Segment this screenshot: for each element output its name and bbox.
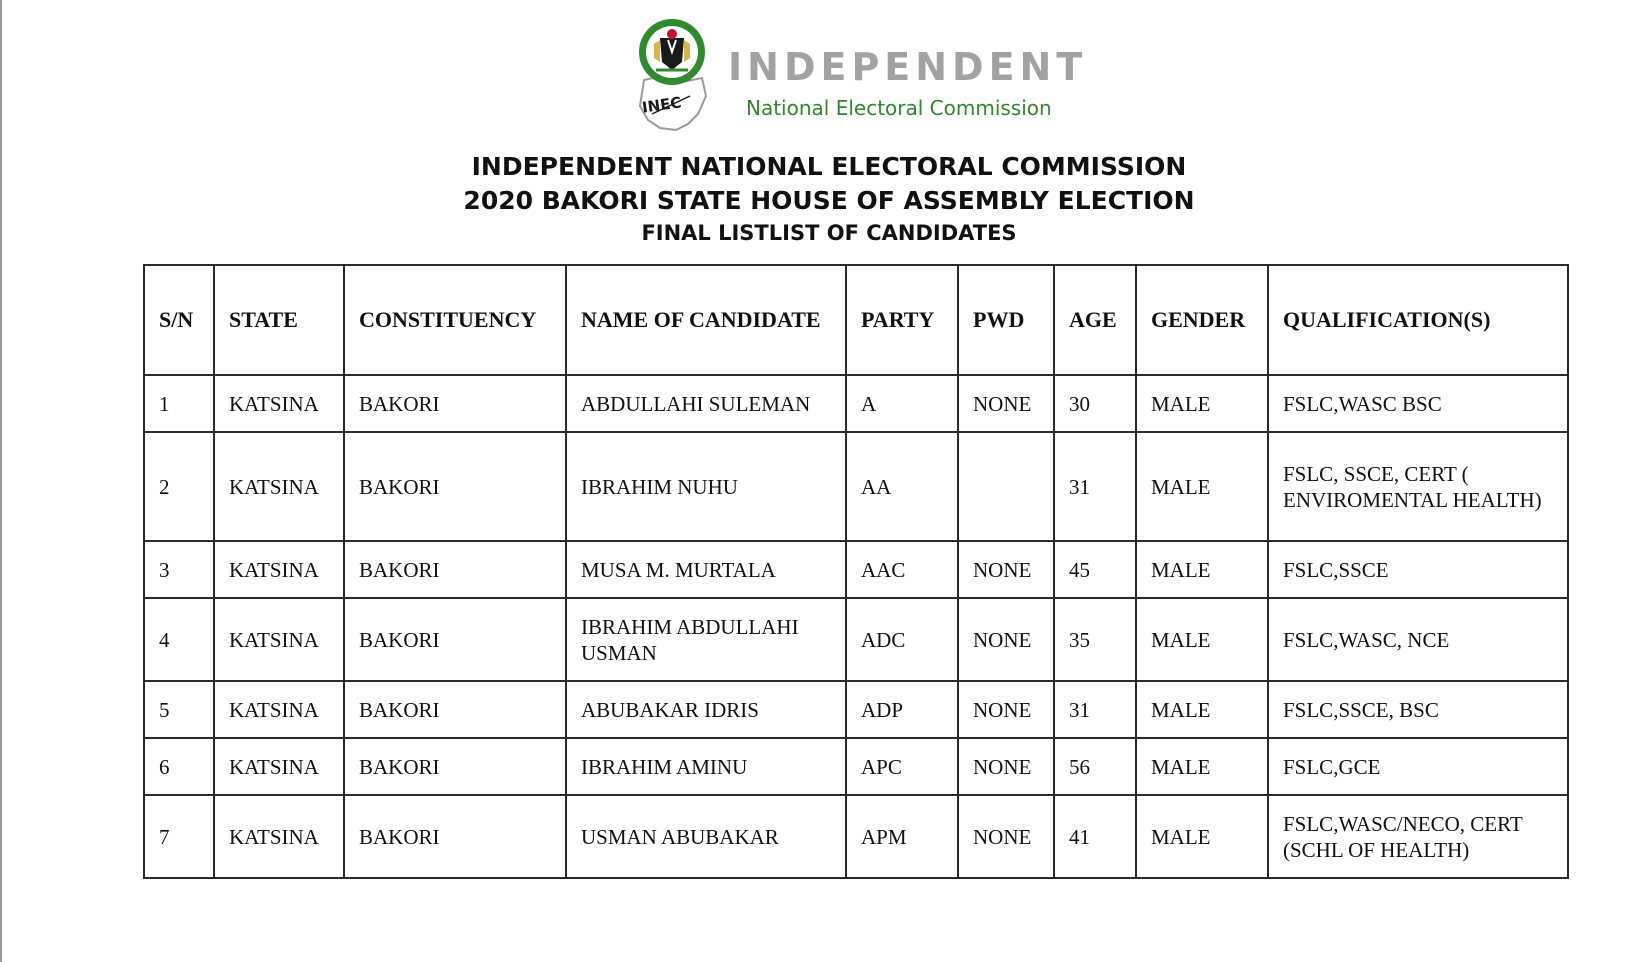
cell-sn: 6: [144, 738, 214, 795]
cell-age: 45: [1054, 541, 1136, 598]
col-header-constituency: CONSTITUENCY: [344, 265, 566, 375]
document-titles: [0, 150, 1634, 248]
col-header-gender: GENDER: [1136, 265, 1268, 375]
cell-constituency: BAKORI: [344, 541, 566, 598]
cell-constituency: BAKORI: [344, 795, 566, 878]
cell-state: KATSINA: [214, 432, 344, 541]
col-header-sn: S/N: [144, 265, 214, 375]
wordmark-sub: National Electoral Commission: [746, 96, 1052, 120]
cell-qualification: FSLC,WASC/NECO, CERT (SCHL OF HEALTH): [1268, 795, 1568, 878]
col-header-state: STATE: [214, 265, 344, 375]
cell-qualification: FSLC,WASC BSC: [1268, 375, 1568, 432]
inec-logo: [632, 18, 712, 136]
cell-gender: MALE: [1136, 541, 1268, 598]
cell-constituency: BAKORI: [344, 681, 566, 738]
cell-qualification: FSLC,SSCE: [1268, 541, 1568, 598]
cell-constituency: BAKORI: [344, 598, 566, 681]
cell-state: KATSINA: [214, 738, 344, 795]
cell-party: AA: [846, 432, 958, 541]
inec-wordmark: [728, 45, 1088, 120]
table-row: [144, 432, 1568, 541]
cell-qualification: FSLC, SSCE, CERT ( ENVIROMENTAL HEALTH): [1268, 432, 1568, 541]
cell-pwd: NONE: [958, 541, 1054, 598]
cell-age: 30: [1054, 375, 1136, 432]
cell-age: 31: [1054, 432, 1136, 541]
col-header-qualification: QUALIFICATION(S): [1268, 265, 1568, 375]
cell-gender: MALE: [1136, 375, 1268, 432]
cell-state: KATSINA: [214, 541, 344, 598]
document-header: [0, 18, 1634, 136]
cell-pwd: NONE: [958, 738, 1054, 795]
page-left-border: [0, 0, 2, 962]
cell-age: 31: [1054, 681, 1136, 738]
cell-party: APM: [846, 795, 958, 878]
cell-party: ADC: [846, 598, 958, 681]
cell-sn: 2: [144, 432, 214, 541]
cell-age: 41: [1054, 795, 1136, 878]
col-header-name: NAME OF CANDIDATE: [566, 265, 846, 375]
cell-state: KATSINA: [214, 598, 344, 681]
cell-qualification: FSLC,GCE: [1268, 738, 1568, 795]
table-row: [144, 738, 1568, 795]
col-header-party: PARTY: [846, 265, 958, 375]
cell-pwd: [958, 432, 1054, 541]
cell-sn: 1: [144, 375, 214, 432]
cell-gender: MALE: [1136, 598, 1268, 681]
cell-name: ABUBAKAR IDRIS: [566, 681, 846, 738]
table-row: [144, 681, 1568, 738]
title-commission: INDEPENDENT NATIONAL ELECTORAL COMMISSION: [471, 152, 1187, 181]
cell-party: AAC: [846, 541, 958, 598]
cell-age: 35: [1054, 598, 1136, 681]
table-row: [144, 795, 1568, 878]
title-election: 2020 BAKORI STATE HOUSE OF ASSEMBLY ELECTION: [463, 186, 1195, 215]
cell-name: MUSA M. MURTALA: [566, 541, 846, 598]
cell-pwd: NONE: [958, 795, 1054, 878]
cell-constituency: BAKORI: [344, 375, 566, 432]
cell-gender: MALE: [1136, 738, 1268, 795]
table-row: [144, 375, 1568, 432]
table-row: [144, 598, 1568, 681]
cell-state: KATSINA: [214, 375, 344, 432]
cell-name: IBRAHIM ABDULLAHI USMAN: [566, 598, 846, 681]
cell-gender: MALE: [1136, 432, 1268, 541]
cell-name: IBRAHIM AMINU: [566, 738, 846, 795]
cell-sn: 7: [144, 795, 214, 878]
cell-constituency: BAKORI: [344, 432, 566, 541]
col-header-age: AGE: [1054, 265, 1136, 375]
cell-qualification: FSLC,SSCE, BSC: [1268, 681, 1568, 738]
cell-sn: 4: [144, 598, 214, 681]
cell-constituency: BAKORI: [344, 738, 566, 795]
cell-gender: MALE: [1136, 681, 1268, 738]
cell-pwd: NONE: [958, 598, 1054, 681]
cell-state: KATSINA: [214, 795, 344, 878]
col-header-pwd: PWD: [958, 265, 1054, 375]
coat-of-arms-icon: [632, 18, 712, 136]
table-row: [144, 541, 1568, 598]
cell-qualification: FSLC,WASC, NCE: [1268, 598, 1568, 681]
cell-party: ADP: [846, 681, 958, 738]
cell-age: 56: [1054, 738, 1136, 795]
cell-party: APC: [846, 738, 958, 795]
cell-sn: 5: [144, 681, 214, 738]
cell-sn: 3: [144, 541, 214, 598]
candidates-table: [143, 264, 1569, 879]
cell-pwd: NONE: [958, 375, 1054, 432]
title-list: FINAL LISTLIST OF CANDIDATES: [641, 221, 1017, 245]
cell-name: IBRAHIM NUHU: [566, 432, 846, 541]
cell-name: USMAN ABUBAKAR: [566, 795, 846, 878]
wordmark-main: INDEPENDENT: [728, 45, 1088, 89]
cell-gender: MALE: [1136, 795, 1268, 878]
cell-state: KATSINA: [214, 681, 344, 738]
cell-name: ABDULLAHI SULEMAN: [566, 375, 846, 432]
cell-pwd: NONE: [958, 681, 1054, 738]
cell-party: A: [846, 375, 958, 432]
logo-text: INEC: [640, 93, 683, 117]
table-header-row: [144, 265, 1568, 375]
